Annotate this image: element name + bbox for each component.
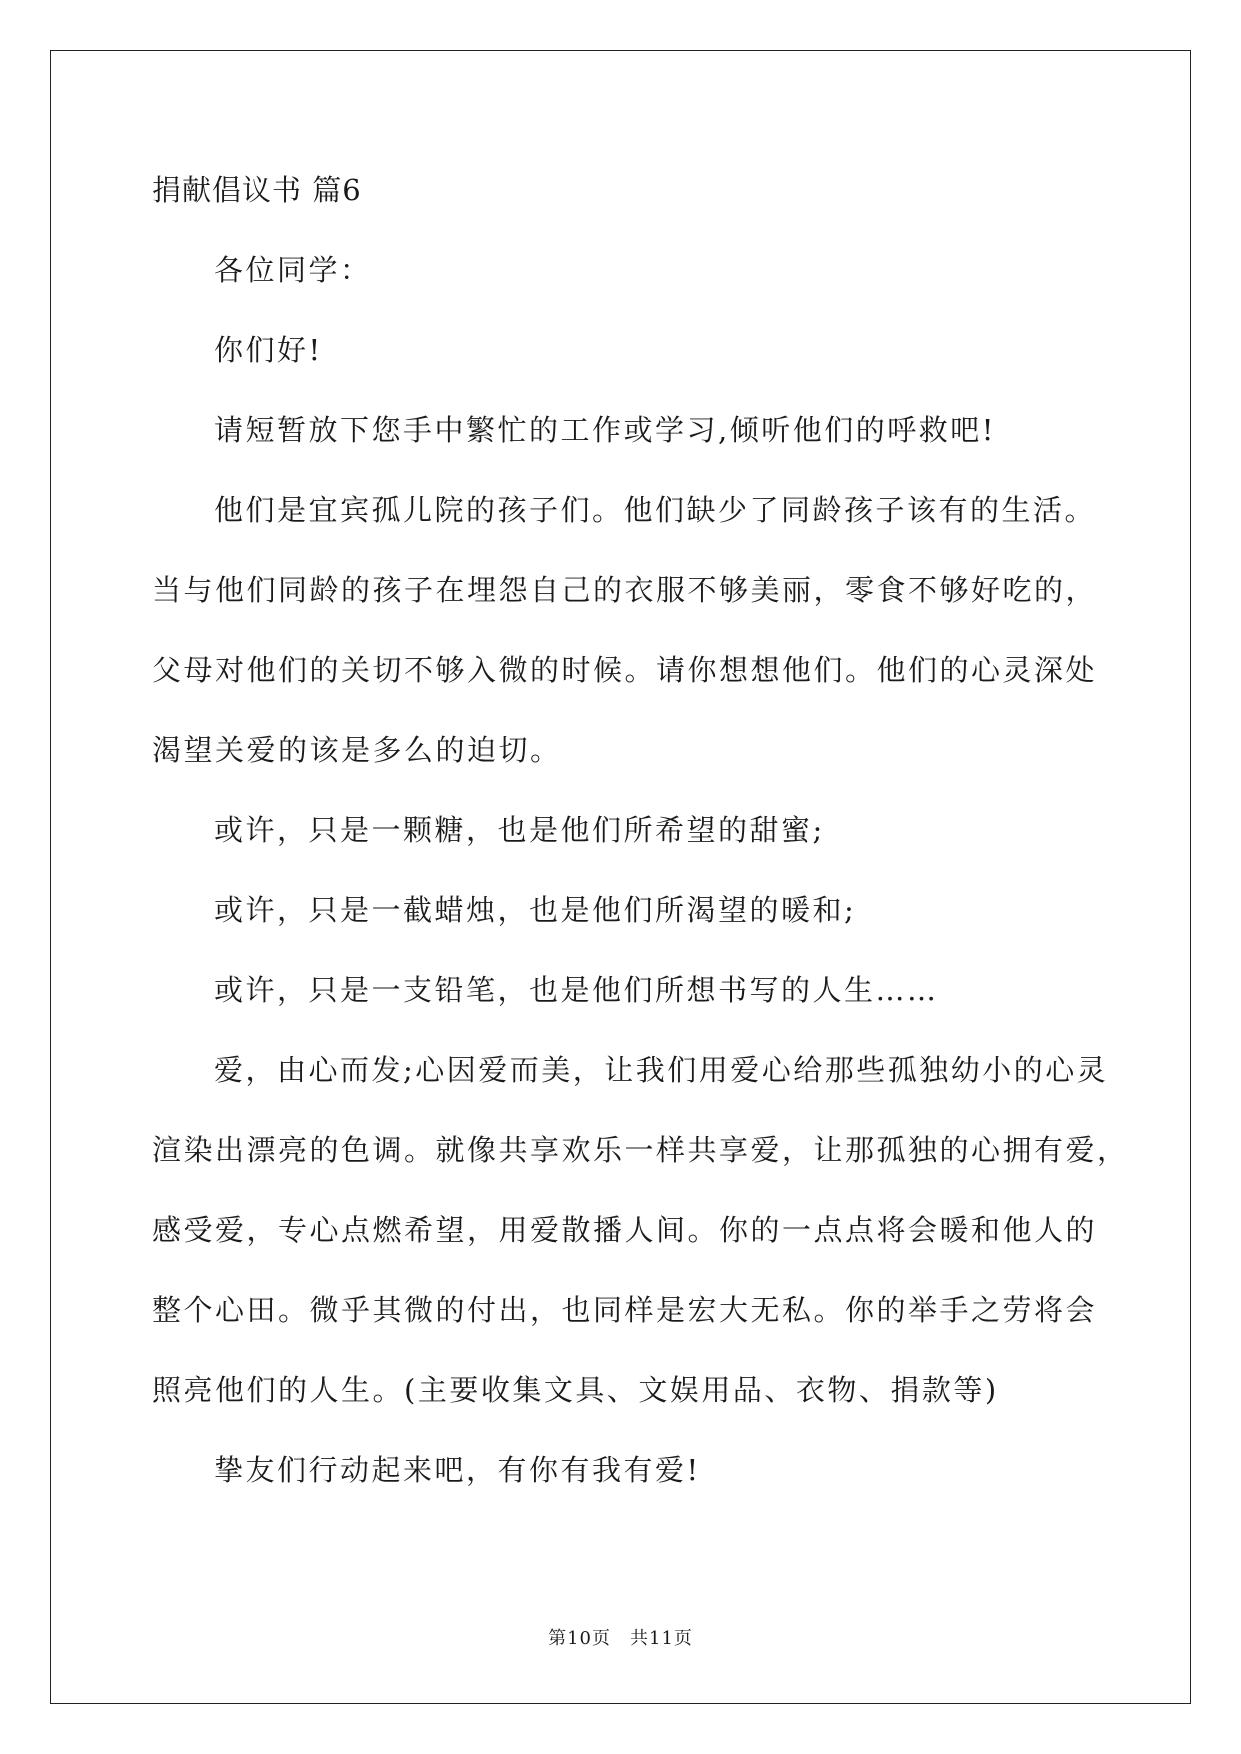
paragraph-line: 感受爱，专心点燃希望，用爱散播人间。你的一点点将会暖和他人的 xyxy=(152,1213,1098,1247)
paragraph-line: 爱，由心而发;心因爱而美，让我们用爱心给那些孤独幼小的心灵 xyxy=(214,1053,1109,1087)
paragraph-line: 他们是宜宾孤儿院的孩子们。他们缺少了同龄孩子该有的生活。 xyxy=(214,493,1097,527)
paragraph-line: 或许，只是一支铅笔，也是他们所想书写的人生…… xyxy=(214,973,939,1007)
paragraph-line: 渴望关爱的该是多么的迫切。 xyxy=(152,733,562,767)
paragraph-line: 整个心田。微乎其微的付出，也同样是宏大无私。你的举手之劳将会 xyxy=(152,1293,1098,1327)
page-number: 第10页 共11页 xyxy=(548,1628,693,1649)
paragraph-line: 渲染出漂亮的色调。就像共享欢乐一样共享爱，让那孤独的心拥有爱， xyxy=(152,1133,1129,1167)
paragraph-line: 当与他们同龄的孩子在埋怨自己的衣服不够美丽，零食不够好吃的， xyxy=(152,573,1098,607)
paragraph-line: 请短暂放下您手中繁忙的工作或学习,倾听他们的呼救吧! xyxy=(214,413,996,447)
greeting: 你们好! xyxy=(214,333,323,367)
paragraph-line: 父母对他们的关切不够入微的时候。请你想想他们。他们的心灵深处 xyxy=(152,653,1098,687)
salutation: 各位同学： xyxy=(214,253,372,287)
document-title: 捐献倡议书 篇6 xyxy=(152,173,362,207)
paragraph-line: 或许，只是一截蜡烛，也是他们所渴望的暖和; xyxy=(214,893,857,927)
paragraph-line: 或许，只是一颗糖，也是他们所希望的甜蜜; xyxy=(214,813,825,847)
closing-line: 挚友们行动起来吧，有你有我有爱! xyxy=(214,1453,701,1487)
paragraph-line: 照亮他们的人生。(主要收集文具、文娱用品、衣物、捐款等) xyxy=(152,1373,999,1407)
